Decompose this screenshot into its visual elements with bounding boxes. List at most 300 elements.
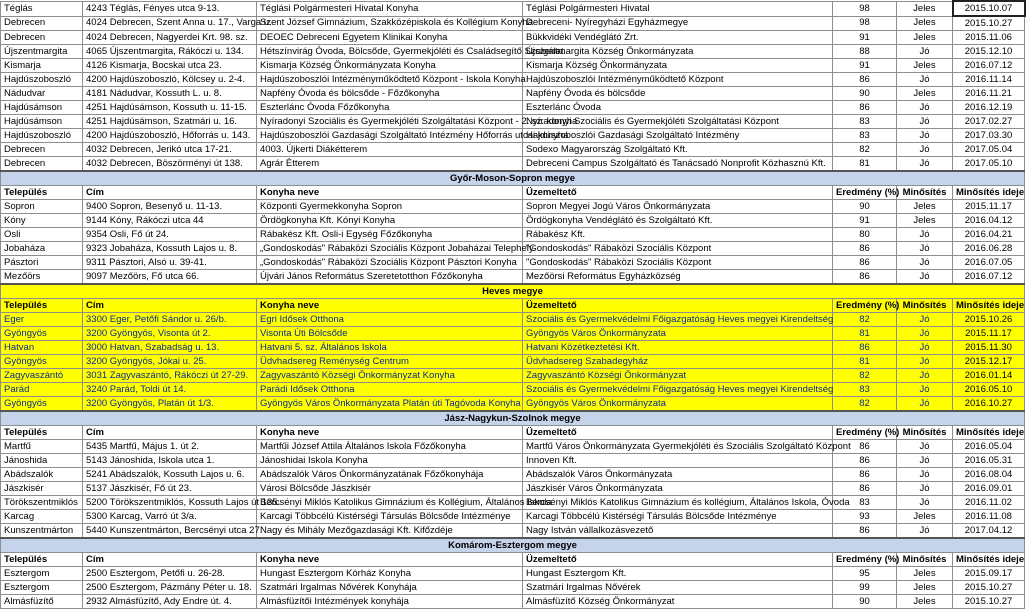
header-operator: Üzemeltető	[523, 553, 833, 567]
cell-operator[interactable]: "Gondoskodás" Rábaközi Szociális Központ	[523, 256, 833, 270]
cell-result[interactable]: 90	[833, 87, 897, 101]
cell-kitchen-name[interactable]: Kismarja Község Önkormányzata Konyha	[257, 59, 523, 73]
cell-address[interactable]: 4243 Téglás, Fényes utca 9-13.	[83, 1, 257, 16]
cell-address[interactable]: 4181 Nádudvar, Kossuth L. u. 8.	[83, 87, 257, 101]
header-city: Település	[1, 553, 83, 567]
cell-rating[interactable]: Jeles	[897, 1, 953, 16]
cell-city[interactable]: Kismarja	[1, 59, 83, 73]
cell-address[interactable]: 3000 Hatvan, Szabadság u. 13.	[83, 341, 257, 355]
cell-operator[interactable]: Hajdúszoboszlói Intézményműködtető Központ	[523, 73, 833, 87]
cell-operator[interactable]: Napfény Óvoda és bölcsőde	[523, 87, 833, 101]
cell-result[interactable]: 86	[833, 440, 897, 454]
cell-rating[interactable]: Jó	[897, 129, 953, 143]
cell-address[interactable]: 2500 Esztergom, Petőfi u. 26-28.	[83, 567, 257, 581]
cell-city[interactable]: Gyöngyös	[1, 327, 83, 341]
county-title[interactable]: Jász-Nagykun-Szolnok megye	[1, 411, 1025, 426]
cell-address[interactable]: 4024 Debrecen, Szent Anna u. 17., Varga u.	[83, 16, 257, 31]
cell-rating-date[interactable]: 2017.03.30	[953, 129, 1025, 143]
county-section-row	[1, 411, 1025, 426]
cell-rating[interactable]: Jeles	[897, 31, 953, 45]
cell-city[interactable]: Kunszentmárton	[1, 524, 83, 539]
cell-operator[interactable]: Jászkisér Város Önkormányzata	[523, 482, 833, 496]
cell-city[interactable]: Hajdúszoboszló	[1, 129, 83, 143]
cell-result[interactable]: 82	[833, 313, 897, 327]
table-row	[1, 73, 1025, 87]
cell-rating-date[interactable]: 2016.08.04	[953, 468, 1025, 482]
cell-rating[interactable]: Jó	[897, 482, 953, 496]
cell-city[interactable]: Nádudvar	[1, 87, 83, 101]
table-row	[1, 1, 1025, 16]
cell-address[interactable]: 5435 Martfű, Május 1. út 2.	[83, 440, 257, 454]
cell-kitchen-name[interactable]: Hajdúszoboszlói Gazdasági Szolgáltató Intézmény Hőforrás utcai konyha	[257, 129, 523, 143]
cell-rating[interactable]: Jó	[897, 383, 953, 397]
cell-rating-date[interactable]: 2016.04.12	[953, 214, 1025, 228]
cell-rating[interactable]: Jó	[897, 327, 953, 341]
header-operator: Üzemeltető	[523, 426, 833, 440]
cell-result[interactable]: 95	[833, 567, 897, 581]
cell-kitchen-name[interactable]: Napfény Óvoda és bölcsőde - Főzőkonyha	[257, 87, 523, 101]
cell-rating-date[interactable]: 2016.11.08	[953, 510, 1025, 524]
table-row	[1, 313, 1025, 327]
cell-rating[interactable]: Jeles	[897, 214, 953, 228]
cell-rating-date[interactable]: 2016.05.04	[953, 440, 1025, 454]
cell-result[interactable]: 83	[833, 496, 897, 510]
cell-rating[interactable]: Jeles	[897, 595, 953, 609]
header-kitchen-name: Konyha neve	[257, 426, 523, 440]
cell-result[interactable]: 98	[833, 16, 897, 31]
cell-operator[interactable]: Hungast Esztergom Kft.	[523, 567, 833, 581]
cell-result[interactable]: 86	[833, 73, 897, 87]
table-row	[1, 567, 1025, 581]
cell-rating[interactable]: Jeles	[897, 567, 953, 581]
table-row	[1, 59, 1025, 73]
table-row	[1, 129, 1025, 143]
cell-address[interactable]: 4200 Hajdúszoboszló, Hőforrás u. 143.	[83, 129, 257, 143]
cell-result[interactable]: 86	[833, 482, 897, 496]
cell-rating-date[interactable]: 2015.10.07	[953, 1, 1025, 16]
cell-result[interactable]: 86	[833, 454, 897, 468]
cell-kitchen-name[interactable]: Gyöngyös Város Önkormányzata Platán úti Tagóvoda Konyha	[257, 397, 523, 412]
cell-address[interactable]: 4251 Hajdúsámson, Szatmári u. 16.	[83, 115, 257, 129]
cell-result[interactable]: 91	[833, 214, 897, 228]
cell-rating[interactable]: Jó	[897, 454, 953, 468]
cell-rating[interactable]: Jó	[897, 496, 953, 510]
cell-kitchen-name[interactable]: Téglási Polgármesteri Hivatal Konyha	[257, 1, 523, 16]
cell-address[interactable]: 9354 Osli, Fő út 24.	[83, 228, 257, 242]
county-title[interactable]: Győr-Moson-Sopron megye	[1, 171, 1025, 186]
header-rating-date: Minősítés ideje	[953, 299, 1025, 313]
cell-kitchen-name[interactable]: Ördögkonyha Kft. Kónyi Konyha	[257, 214, 523, 228]
cell-rating[interactable]: Jó	[897, 355, 953, 369]
cell-kitchen-name[interactable]: Szent József Gimnázium, Szakközépiskola és Kollégium Konyha	[257, 16, 523, 31]
cell-operator[interactable]: Zagyvaszántó Községi Önkormányzat	[523, 369, 833, 383]
cell-rating[interactable]: Jó	[897, 313, 953, 327]
header-rating: Minősítés	[897, 299, 953, 313]
cell-city[interactable]: Esztergom	[1, 581, 83, 595]
cell-rating-date[interactable]: 2016.04.21	[953, 228, 1025, 242]
county-section-row	[1, 284, 1025, 299]
cell-kitchen-name[interactable]: DEOEC Debreceni Egyetem Klinikai Konyha	[257, 31, 523, 45]
table-row	[1, 45, 1025, 59]
cell-kitchen-name[interactable]: Hajdúszoboszlói Intézményműködtető Központ - Iskola Konyha	[257, 73, 523, 87]
cell-rating-date[interactable]: 2016.11.02	[953, 496, 1025, 510]
cell-rating-date[interactable]: 2015.09.17	[953, 567, 1025, 581]
header-kitchen-name: Konyha neve	[257, 553, 523, 567]
cell-city[interactable]: Abádszalók	[1, 468, 83, 482]
cell-operator[interactable]: Ördögkonyha Vendéglátó és Szolgáltató Kft.	[523, 214, 833, 228]
cell-city[interactable]: Jobaháza	[1, 242, 83, 256]
cell-address[interactable]: 5440 Kunszentmárton, Bercsényi utca 27.	[83, 524, 257, 539]
cell-address[interactable]: 3031 Zagyvaszántó, Rákóczi út 27-29.	[83, 369, 257, 383]
cell-address[interactable]: 3200 Gyöngyös, Jókai u. 25.	[83, 355, 257, 369]
cell-rating-date[interactable]: 2015.11.06	[953, 31, 1025, 45]
cell-result[interactable]: 86	[833, 524, 897, 539]
header-result: Eredmény (%)	[833, 299, 897, 313]
cell-city[interactable]: Újszentmargita	[1, 45, 83, 59]
cell-result[interactable]: 86	[833, 270, 897, 285]
cell-address[interactable]: 2932 Almásfüzítő, Ady Endre út. 4.	[83, 595, 257, 609]
cell-kitchen-name[interactable]: „Gondoskodás" Rábaközi Szociális Központ Jobaházai Telephely	[257, 242, 523, 256]
cell-city[interactable]: Jászkisér	[1, 482, 83, 496]
cell-city[interactable]: Téglás	[1, 1, 83, 16]
cell-rating-date[interactable]: 2015.12.10	[953, 45, 1025, 59]
cell-operator[interactable]: Gyöngyös Város Önkormányzata	[523, 327, 833, 341]
cell-result[interactable]: 81	[833, 355, 897, 369]
cell-city[interactable]: Hajdúszoboszló	[1, 73, 83, 87]
cell-address[interactable]: 4065 Újszentmargita, Rákóczi u. 134.	[83, 45, 257, 59]
header-rating: Minősítés	[897, 426, 953, 440]
cell-operator[interactable]: Bükkvidéki Vendéglátó Zrt.	[523, 31, 833, 45]
cell-rating[interactable]: Jó	[897, 228, 953, 242]
cell-kitchen-name[interactable]: Rábakész Kft. Osli-i Egység Főzőkonyha	[257, 228, 523, 242]
cell-rating-date[interactable]: 2016.11.21	[953, 87, 1025, 101]
cell-operator[interactable]: Martfű Város Önkormányzata Gyermekjóléti és Szociális Szolgáltató Központ	[523, 440, 833, 454]
cell-result[interactable]: 80	[833, 228, 897, 242]
cell-kitchen-name[interactable]: Bercsényi Miklós Katolikus Gimnázium és Kollégium, Általános Iskola	[257, 496, 523, 510]
cell-rating-date[interactable]: 2016.05.31	[953, 454, 1025, 468]
cell-operator[interactable]: Debreceni Campus Szolgáltató és Tanácsadó Nonprofit Közhasznú Kft.	[523, 157, 833, 172]
county-title[interactable]: Heves megye	[1, 284, 1025, 299]
cell-result[interactable]: 83	[833, 383, 897, 397]
cell-address[interactable]: 5200 Törökszentmiklós, Kossuth Lajos út 135.	[83, 496, 257, 510]
cell-rating-date[interactable]: 2015.10.27	[953, 581, 1025, 595]
county-title[interactable]: Komárom-Esztergom megye	[1, 538, 1025, 553]
cell-rating-date[interactable]: 2016.07.12	[953, 59, 1025, 73]
cell-city[interactable]: Kóny	[1, 214, 83, 228]
cell-kitchen-name[interactable]: Nyíradonyi Szociális és Gyermekjóléti Szolgáltatási Központ - 2. sz. konyha	[257, 115, 523, 129]
cell-operator[interactable]: Sopron Megyei Jogú Város Önkormányzata	[523, 200, 833, 214]
cell-result[interactable]: 91	[833, 59, 897, 73]
table-row	[1, 595, 1025, 609]
cell-rating[interactable]: Jeles	[897, 59, 953, 73]
column-header-row	[1, 299, 1025, 313]
cell-rating-date[interactable]: 2016.11.14	[953, 73, 1025, 87]
cell-rating[interactable]: Jó	[897, 369, 953, 383]
cell-address[interactable]: 5300 Karcag, Varró út 3/a.	[83, 510, 257, 524]
cell-operator[interactable]: Karcagi Többcélú Kistérségi Társulás Bölcsőde Intézménye	[523, 510, 833, 524]
cell-operator[interactable]: Téglási Polgármesteri Hivatal	[523, 1, 833, 16]
cell-kitchen-name[interactable]: Jánoshidai Iskola Konyha	[257, 454, 523, 468]
cell-operator[interactable]: Nagy István vállalkozásvezető	[523, 524, 833, 539]
cell-city[interactable]: Debrecen	[1, 143, 83, 157]
table-row	[1, 143, 1025, 157]
cell-rating[interactable]: Jeles	[897, 510, 953, 524]
cell-kitchen-name[interactable]: Martfűi József Attila Általános Iskola Főzőkonyha	[257, 440, 523, 454]
column-header-row	[1, 553, 1025, 567]
cell-kitchen-name[interactable]: Visonta Úti Bölcsőde	[257, 327, 523, 341]
cell-rating-date[interactable]: 2016.06.28	[953, 242, 1025, 256]
header-result: Eredmény (%)	[833, 553, 897, 567]
cell-address[interactable]: 9144 Kóny, Rákóczi utca 44	[83, 214, 257, 228]
cell-rating[interactable]: Jó	[897, 440, 953, 454]
cell-operator[interactable]: Mezőörsi Református Egyházközség	[523, 270, 833, 285]
cell-city[interactable]: Debrecen	[1, 16, 83, 31]
cell-operator[interactable]: Rábakész Kft.	[523, 228, 833, 242]
table-row	[1, 16, 1025, 31]
cell-address[interactable]: 3200 Gyöngyös, Platán út 1/3.	[83, 397, 257, 412]
cell-address[interactable]: 4126 Kismarja, Bocskai utca 23.	[83, 59, 257, 73]
cell-rating-date[interactable]: 2015.10.27	[953, 595, 1025, 609]
cell-rating-date[interactable]: 2016.01.14	[953, 369, 1025, 383]
cell-city[interactable]: Eger	[1, 313, 83, 327]
cell-city[interactable]: Osli	[1, 228, 83, 242]
cell-kitchen-name[interactable]: Zagyvaszántó Községi Önkormányzat Konyha	[257, 369, 523, 383]
cell-rating[interactable]: Jeles	[897, 87, 953, 101]
cell-city[interactable]: Debrecen	[1, 157, 83, 172]
table-row	[1, 440, 1025, 454]
table-row	[1, 157, 1025, 172]
header-address: Cím	[83, 553, 257, 567]
cell-kitchen-name[interactable]: Agrár Étterem	[257, 157, 523, 172]
cell-result[interactable]: 82	[833, 143, 897, 157]
cell-kitchen-name[interactable]: Nagy és Mihály Mezőgazdasági Kft. Kifőzdéje	[257, 524, 523, 539]
cell-rating[interactable]: Jeles	[897, 16, 953, 31]
cell-operator[interactable]: Kismarja Község Önkormányzata	[523, 59, 833, 73]
cell-operator[interactable]: Szatmári Irgalmas Nővérek	[523, 581, 833, 595]
cell-city[interactable]: Esztergom	[1, 567, 83, 581]
header-rating-date: Minősítés ideje	[953, 426, 1025, 440]
table-row	[1, 31, 1025, 45]
cell-rating-date[interactable]: 2017.05.04	[953, 143, 1025, 157]
header-city: Település	[1, 299, 83, 313]
cell-address[interactable]: 4032 Debrecen, Jerikó utca 17-21.	[83, 143, 257, 157]
cell-result[interactable]: 86	[833, 101, 897, 115]
cell-kitchen-name[interactable]: Központi Gyermekkonyha Sopron	[257, 200, 523, 214]
cell-rating-date[interactable]: 2015.10.27	[953, 16, 1025, 31]
cell-rating-date[interactable]: 2017.02.27	[953, 115, 1025, 129]
table-row	[1, 327, 1025, 341]
cell-kitchen-name[interactable]: Szatmári Irgalmas Nővérek Konyhája	[257, 581, 523, 595]
cell-operator[interactable]: Üdvhadsereg Szabadegyház	[523, 355, 833, 369]
cell-operator[interactable]: Hatvani Közétkeztetési Kft.	[523, 341, 833, 355]
cell-kitchen-name[interactable]: 4003. Újkerti Diákétterem	[257, 143, 523, 157]
cell-address[interactable]: 4251 Hajdúsámson, Kossuth u. 11-15.	[83, 101, 257, 115]
cell-operator[interactable]: Bercsényi Miklós Katolikus Gimnázium és kollégium, Általános Iskola, Óvoda	[523, 496, 833, 510]
cell-rating[interactable]: Jó	[897, 341, 953, 355]
cell-rating-date[interactable]: 2015.10.26	[953, 313, 1025, 327]
cell-city[interactable]: Pásztori	[1, 256, 83, 270]
cell-city[interactable]: Hatvan	[1, 341, 83, 355]
cell-kitchen-name[interactable]: Városi Bölcsőde Jászkisér	[257, 482, 523, 496]
cell-address[interactable]: 9097 Mezőörs, Fő utca 66.	[83, 270, 257, 285]
column-header-row	[1, 186, 1025, 200]
cell-result[interactable]: 83	[833, 129, 897, 143]
cell-address[interactable]: 2500 Esztergom, Pázmány Péter u. 18.	[83, 581, 257, 595]
cell-result[interactable]: 82	[833, 369, 897, 383]
cell-city[interactable]: Martfű	[1, 440, 83, 454]
cell-city[interactable]: Karcag	[1, 510, 83, 524]
cell-rating[interactable]: Jó	[897, 270, 953, 285]
header-result: Eredmény (%)	[833, 426, 897, 440]
cell-result[interactable]: 99	[833, 581, 897, 595]
cell-address[interactable]: 4024 Debrecen, Nagyerdei Krt. 98. sz.	[83, 31, 257, 45]
cell-rating[interactable]: Jó	[897, 45, 953, 59]
cell-rating-date[interactable]: 2016.07.12	[953, 270, 1025, 285]
cell-operator[interactable]: Eszterlánc Óvoda	[523, 101, 833, 115]
cell-kitchen-name[interactable]: Üdvhadsereg Reménység Centrum	[257, 355, 523, 369]
cell-result[interactable]: 90	[833, 200, 897, 214]
cell-operator[interactable]: Szociális és Gyermekvédelmi Főigazgatóság Heves megyei Kirendeltség	[523, 313, 833, 327]
cell-operator[interactable]: Gyöngyös Város Önkormányzata	[523, 397, 833, 412]
cell-result[interactable]: 86	[833, 341, 897, 355]
cell-result[interactable]: 86	[833, 256, 897, 270]
cell-rating[interactable]: Jó	[897, 468, 953, 482]
table-row	[1, 101, 1025, 115]
cell-rating-date[interactable]: 2016.12.19	[953, 101, 1025, 115]
cell-result[interactable]: 81	[833, 327, 897, 341]
header-address: Cím	[83, 299, 257, 313]
header-kitchen-name: Konyha neve	[257, 299, 523, 313]
cell-rating-date[interactable]: 2017.05.10	[953, 157, 1025, 172]
cell-city[interactable]: Mezőörs	[1, 270, 83, 285]
header-rating: Minősítés	[897, 553, 953, 567]
cell-rating[interactable]: Jó	[897, 397, 953, 412]
cell-result[interactable]: 82	[833, 397, 897, 412]
cell-kitchen-name[interactable]: Egri Idősek Otthona	[257, 313, 523, 327]
cell-rating[interactable]: Jó	[897, 524, 953, 539]
cell-kitchen-name[interactable]: Hatvani 5. sz. Általános Iskola	[257, 341, 523, 355]
cell-city[interactable]: Hajdúsámson	[1, 101, 83, 115]
cell-rating-date[interactable]: 2016.09.01	[953, 482, 1025, 496]
cell-address[interactable]: 3300 Eger, Petőfi Sándor u. 26/b.	[83, 313, 257, 327]
cell-rating[interactable]: Jó	[897, 101, 953, 115]
cell-kitchen-name[interactable]: Parádi Idősek Otthona	[257, 383, 523, 397]
cell-kitchen-name[interactable]: Almásfüzítői Intézmények konyhája	[257, 595, 523, 609]
cell-rating[interactable]: Jó	[897, 242, 953, 256]
cell-kitchen-name[interactable]: „Gondoskodás" Rábaközi Szociális Központ Pásztori Konyha	[257, 256, 523, 270]
cell-kitchen-name[interactable]: Eszterlánc Óvoda Főzőkonyha	[257, 101, 523, 115]
cell-kitchen-name[interactable]: Hungast Esztergom Kórház Konyha	[257, 567, 523, 581]
cell-rating[interactable]: Jeles	[897, 200, 953, 214]
cell-city[interactable]: Sopron	[1, 200, 83, 214]
cell-address[interactable]: 4032 Debrecen, Böszörményi út 138.	[83, 157, 257, 172]
cell-result[interactable]: 88	[833, 45, 897, 59]
cell-operator[interactable]: Almásfüzítő Község Önkormányzat	[523, 595, 833, 609]
cell-operator[interactable]: Sodexo Magyarország Szolgáltató Kft.	[523, 143, 833, 157]
cell-city[interactable]: Törökszentmiklós	[1, 496, 83, 510]
header-rating: Minősítés	[897, 186, 953, 200]
table-row	[1, 369, 1025, 383]
cell-kitchen-name[interactable]: Abádszalók Város Önkormányzatának Főzőkonyhája	[257, 468, 523, 482]
cell-result[interactable]: 91	[833, 31, 897, 45]
table-row	[1, 510, 1025, 524]
cell-city[interactable]: Gyöngyös	[1, 397, 83, 412]
cell-address[interactable]: 3200 Gyöngyös, Visonta út 2.	[83, 327, 257, 341]
cell-rating-date[interactable]: 2015.11.17	[953, 200, 1025, 214]
cell-kitchen-name[interactable]: Karcagi Többcélú Kistérségi Társulás Bölcsőde Intézménye	[257, 510, 523, 524]
cell-kitchen-name[interactable]: Hétszínvirág Óvoda, Bölcsőde, Gyermekjóléti és Családsegítő Szolgálat	[257, 45, 523, 59]
header-address: Cím	[83, 186, 257, 200]
cell-rating-date[interactable]: 2016.05.10	[953, 383, 1025, 397]
cell-rating[interactable]: Jó	[897, 115, 953, 129]
header-city: Település	[1, 186, 83, 200]
cell-rating-date[interactable]: 2015.11.30	[953, 341, 1025, 355]
cell-address[interactable]: 5137 Jászkisér, Fő út 23.	[83, 482, 257, 496]
cell-operator[interactable]: Újszentmargita Község Önkormányzata	[523, 45, 833, 59]
table-row	[1, 383, 1025, 397]
county-section-row	[1, 171, 1025, 186]
cell-result[interactable]: 90	[833, 595, 897, 609]
cell-address[interactable]: 9400 Sopron, Besenyő u. 11-13.	[83, 200, 257, 214]
cell-city[interactable]: Debrecen	[1, 31, 83, 45]
cell-address[interactable]: 4200 Hajdúszoboszló, Kölcsey u. 2-4.	[83, 73, 257, 87]
cell-rating-date[interactable]: 2017.04.12	[953, 524, 1025, 539]
header-rating-date: Minősítés ideje	[953, 553, 1025, 567]
cell-city[interactable]: Parád	[1, 383, 83, 397]
cell-operator[interactable]: Debreceni- Nyíregyházi Egyházmegye	[523, 16, 833, 31]
cell-city[interactable]: Hajdúsámson	[1, 115, 83, 129]
cell-rating[interactable]: Jó	[897, 143, 953, 157]
cell-rating-date[interactable]: 2015.11.17	[953, 327, 1025, 341]
cell-city[interactable]: Gyöngyös	[1, 355, 83, 369]
cell-operator[interactable]: Hajdúszoboszlói Gazdasági Szolgáltató Intézmény	[523, 129, 833, 143]
cell-operator[interactable]: Szociális és Gyermekvédelmi Főigazgatóság Heves megyei Kirendeltség	[523, 383, 833, 397]
table-row	[1, 115, 1025, 129]
cell-result[interactable]: 86	[833, 242, 897, 256]
cell-operator[interactable]: Abádszalók Város Önkormányzata	[523, 468, 833, 482]
cell-result[interactable]: 83	[833, 115, 897, 129]
cell-rating[interactable]: Jó	[897, 256, 953, 270]
cell-city[interactable]: Jánoshida	[1, 454, 83, 468]
cell-rating-date[interactable]: 2015.12.17	[953, 355, 1025, 369]
cell-rating[interactable]: Jeles	[897, 581, 953, 595]
cell-result[interactable]: 93	[833, 510, 897, 524]
cell-result[interactable]: 98	[833, 1, 897, 16]
cell-rating-date[interactable]: 2016.10.27	[953, 397, 1025, 412]
cell-address[interactable]: 3240 Parád, Toldi út 14.	[83, 383, 257, 397]
cell-address[interactable]: 5241 Abádszalók, Kossuth Lajos u. 6.	[83, 468, 257, 482]
cell-operator[interactable]: "Gondoskodás" Rábaközi Szociális Központ	[523, 242, 833, 256]
header-rating-date: Minősítés ideje	[953, 186, 1025, 200]
cell-address[interactable]: 5143 Jánoshida, Iskola utca 1.	[83, 454, 257, 468]
cell-result[interactable]: 81	[833, 157, 897, 172]
cell-operator[interactable]: Innoven Kft.	[523, 454, 833, 468]
county-section-row	[1, 538, 1025, 553]
cell-city[interactable]: Almásfüzítő	[1, 595, 83, 609]
cell-address[interactable]: 9323 Jobaháza, Kossuth Lajos u. 8.	[83, 242, 257, 256]
cell-result[interactable]: 86	[833, 468, 897, 482]
header-operator: Üzemeltető	[523, 299, 833, 313]
cell-city[interactable]: Zagyvaszántó	[1, 369, 83, 383]
cell-rating[interactable]: Jó	[897, 157, 953, 172]
cell-address[interactable]: 9311 Pásztori, Alsó u. 39-41.	[83, 256, 257, 270]
table-row	[1, 482, 1025, 496]
table-row	[1, 581, 1025, 595]
cell-rating-date[interactable]: 2016.07.05	[953, 256, 1025, 270]
cell-rating[interactable]: Jó	[897, 73, 953, 87]
cell-operator[interactable]: Nyíradonyi Szociális és Gyermekjóléti Szolgáltatási Központ	[523, 115, 833, 129]
cell-kitchen-name[interactable]: Újvári János Református Szeretetotthon Főzőkonyha	[257, 270, 523, 285]
